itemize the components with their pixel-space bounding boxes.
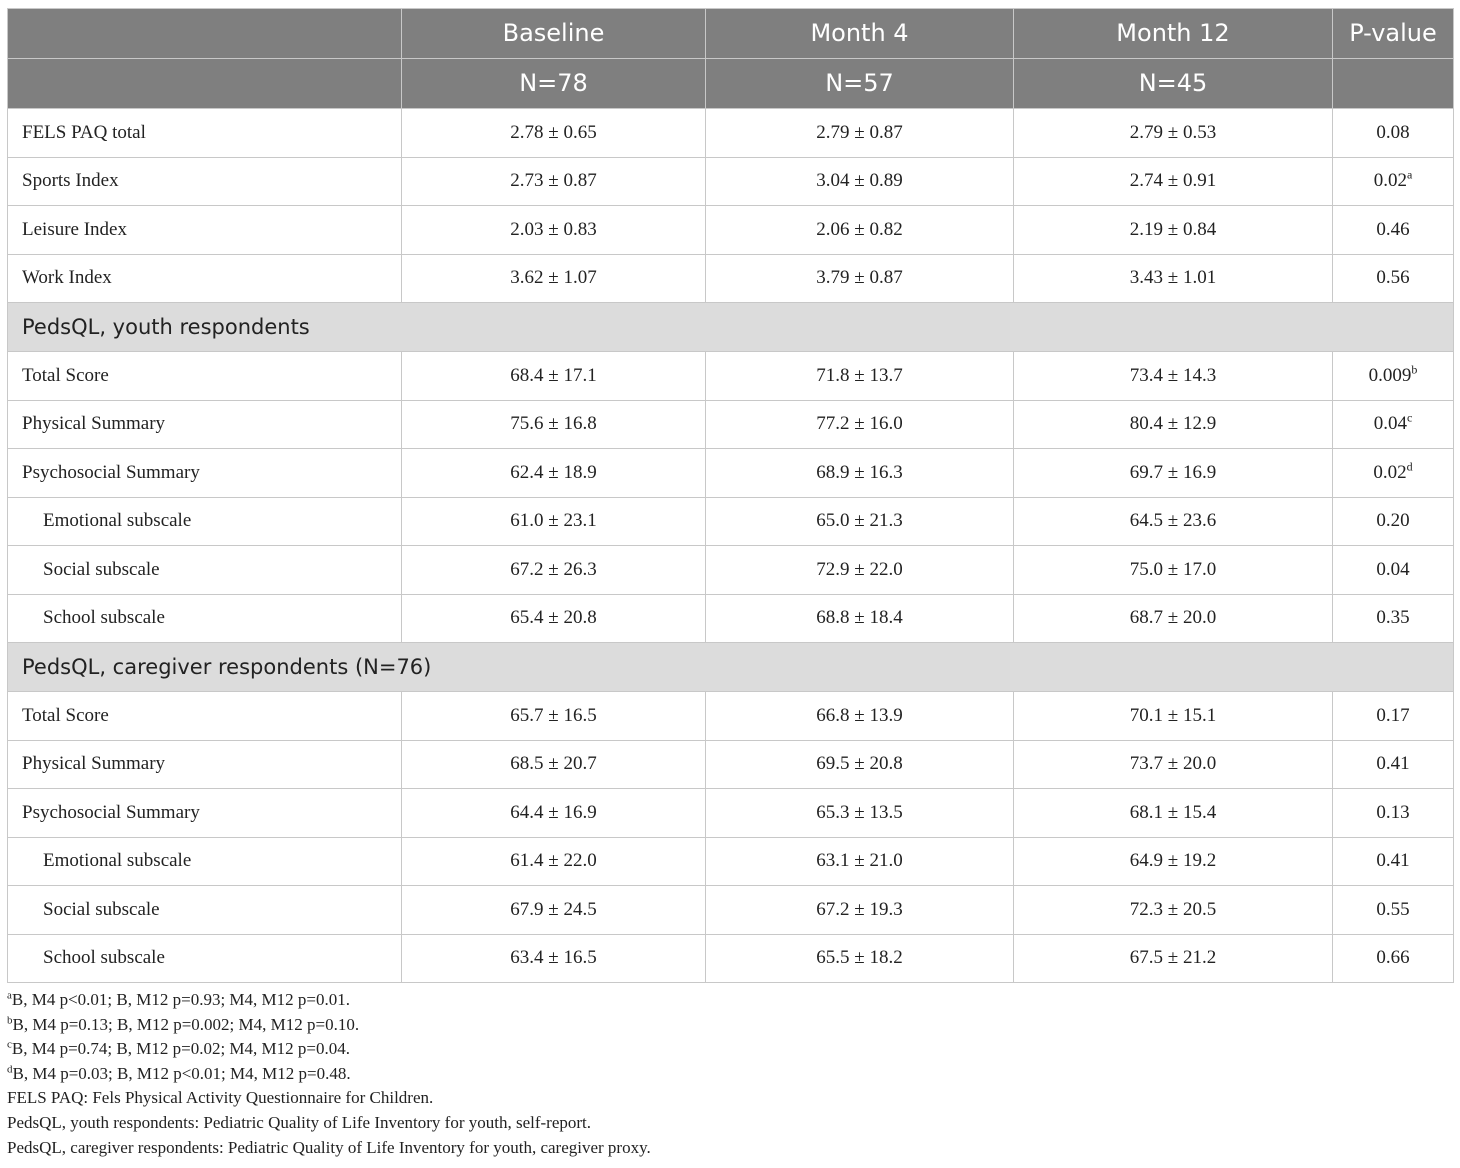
month-4-value: 72.9 ± 22.0 <box>706 546 1014 595</box>
table-row <box>8 254 1454 303</box>
p-value-cell <box>1333 546 1454 595</box>
month-12-value: 72.3 ± 20.5 <box>1014 886 1333 935</box>
p-value-cell <box>1333 934 1454 983</box>
p-value: 0.17 <box>1376 704 1410 726</box>
month-4-value: 3.79 ± 0.87 <box>706 254 1014 303</box>
footnote-line <box>7 1062 1447 1087</box>
month-4-value: 3.04 ± 0.89 <box>706 157 1014 206</box>
row-label: Psychosocial Summary <box>8 789 402 838</box>
p-value: 0.13 <box>1376 801 1410 823</box>
header-month-4: Month 4 <box>706 9 1014 59</box>
table-row <box>8 740 1454 789</box>
p-value-cell <box>1333 449 1454 498</box>
month-12-value: 67.5 ± 21.2 <box>1014 934 1333 983</box>
month-12-value: 73.4 ± 14.3 <box>1014 352 1333 401</box>
month-4-value: 69.5 ± 20.8 <box>706 740 1014 789</box>
baseline-value: 2.78 ± 0.65 <box>402 109 706 158</box>
p-value-footnote-marker: c <box>1406 410 1413 425</box>
section-header-row <box>8 303 1454 352</box>
row-label: Social subscale <box>8 886 402 935</box>
footnote-line <box>7 1111 1447 1136</box>
row-label: Sports Index <box>8 157 402 206</box>
baseline-value: 67.2 ± 26.3 <box>402 546 706 595</box>
row-label: FELS PAQ total <box>8 109 402 158</box>
n-baseline: N=78 <box>402 59 706 109</box>
footnote-marker: c <box>7 1038 12 1051</box>
footnote-line <box>7 1037 1447 1062</box>
table-row <box>8 837 1454 886</box>
table-row <box>8 352 1454 401</box>
baseline-value: 63.4 ± 16.5 <box>402 934 706 983</box>
table-row <box>8 157 1454 206</box>
p-value-cell <box>1333 157 1454 206</box>
row-label: School subscale <box>8 594 402 643</box>
table-row <box>8 934 1454 983</box>
p-value-cell <box>1333 594 1454 643</box>
header-month-12: Month 12 <box>1014 9 1333 59</box>
footnote-text: B, M4 p=0.13; B, M12 p=0.002; M4, M12 p=0.10. <box>12 1014 360 1034</box>
month-12-value: 68.7 ± 20.0 <box>1014 594 1333 643</box>
row-label: Leisure Index <box>8 206 402 255</box>
n-month-12: N=45 <box>1014 59 1333 109</box>
month-12-value: 64.9 ± 19.2 <box>1014 837 1333 886</box>
header-row <box>8 9 1454 59</box>
p-value: 0.02 <box>1373 170 1407 192</box>
month-4-value: 2.06 ± 0.82 <box>706 206 1014 255</box>
p-value: 0.41 <box>1376 850 1410 872</box>
n-p-value <box>1333 59 1454 109</box>
month-4-value: 65.0 ± 21.3 <box>706 497 1014 546</box>
month-12-value: 2.19 ± 0.84 <box>1014 206 1333 255</box>
footnote-text: FELS PAQ: Fels Physical Activity Questionnaire for Children. <box>7 1088 434 1108</box>
baseline-value: 65.4 ± 20.8 <box>402 594 706 643</box>
p-value: 0.08 <box>1376 121 1410 143</box>
baseline-value: 68.4 ± 17.1 <box>402 352 706 401</box>
footnote-marker: b <box>7 1013 13 1026</box>
month-12-value: 2.79 ± 0.53 <box>1014 109 1333 158</box>
baseline-value: 2.73 ± 0.87 <box>402 157 706 206</box>
p-value-cell <box>1333 497 1454 546</box>
p-value-cell <box>1333 886 1454 935</box>
baseline-value: 65.7 ± 16.5 <box>402 692 706 741</box>
table-row <box>8 594 1454 643</box>
p-value-cell <box>1333 254 1454 303</box>
table-row <box>8 886 1454 935</box>
baseline-value: 3.62 ± 1.07 <box>402 254 706 303</box>
table-row <box>8 449 1454 498</box>
month-12-value: 69.7 ± 16.9 <box>1014 449 1333 498</box>
footnote-line <box>7 1086 1447 1111</box>
baseline-value: 2.03 ± 0.83 <box>402 206 706 255</box>
table-row <box>8 789 1454 838</box>
p-value-cell <box>1333 352 1454 401</box>
p-value-footnote-marker: d <box>1406 459 1413 474</box>
month-4-value: 63.1 ± 21.0 <box>706 837 1014 886</box>
p-value: 0.35 <box>1376 607 1410 629</box>
p-value: 0.56 <box>1376 267 1410 289</box>
p-value-cell <box>1333 109 1454 158</box>
footnote-text: B, M4 p=0.74; B, M12 p=0.02; M4, M12 p=0.04. <box>11 1039 350 1059</box>
month-4-value: 65.3 ± 13.5 <box>706 789 1014 838</box>
p-value-cell <box>1333 837 1454 886</box>
header-n-row <box>8 59 1454 109</box>
footnote-marker: d <box>7 1063 13 1076</box>
p-value-cell <box>1333 400 1454 449</box>
row-label: Physical Summary <box>8 400 402 449</box>
month-12-value: 2.74 ± 0.91 <box>1014 157 1333 206</box>
month-12-value: 73.7 ± 20.0 <box>1014 740 1333 789</box>
row-label: Emotional subscale <box>8 497 402 546</box>
month-4-value: 68.8 ± 18.4 <box>706 594 1014 643</box>
p-value-cell <box>1333 740 1454 789</box>
month-4-value: 67.2 ± 19.3 <box>706 886 1014 935</box>
baseline-value: 67.9 ± 24.5 <box>402 886 706 935</box>
month-4-value: 2.79 ± 0.87 <box>706 109 1014 158</box>
p-value: 0.46 <box>1376 218 1410 240</box>
section-title: PedsQL, caregiver respondents (N=76) <box>8 643 1454 692</box>
table-body <box>8 109 1454 983</box>
n-blank <box>8 59 402 109</box>
table-row <box>8 546 1454 595</box>
p-value-cell <box>1333 692 1454 741</box>
table-row <box>8 497 1454 546</box>
month-4-value: 77.2 ± 16.0 <box>706 400 1014 449</box>
footnote-text: PedsQL, caregiver respondents: Pediatric Quality of Life Inventory for youth, caregiver proxy. <box>7 1137 651 1157</box>
footnote-text: B, M4 p<0.01; B, M12 p=0.93; M4, M12 p=0.01. <box>11 990 350 1009</box>
p-value: 0.55 <box>1376 898 1410 920</box>
month-12-value: 3.43 ± 1.01 <box>1014 254 1333 303</box>
baseline-value: 61.4 ± 22.0 <box>402 837 706 886</box>
row-label: Psychosocial Summary <box>8 449 402 498</box>
row-label: Work Index <box>8 254 402 303</box>
footnote-marker: a <box>7 989 12 1002</box>
row-label: Total Score <box>8 692 402 741</box>
month-12-value: 68.1 ± 15.4 <box>1014 789 1333 838</box>
footnote-line <box>7 1013 1447 1038</box>
month-12-value: 75.0 ± 17.0 <box>1014 546 1333 595</box>
section-title: PedsQL, youth respondents <box>8 303 1454 352</box>
header-blank <box>8 9 402 59</box>
results-table <box>7 8 1454 983</box>
baseline-value: 64.4 ± 16.9 <box>402 789 706 838</box>
month-12-value: 80.4 ± 12.9 <box>1014 400 1333 449</box>
footnotes <box>7 988 1447 1160</box>
row-label: Social subscale <box>8 546 402 595</box>
p-value: 0.04 <box>1376 558 1410 580</box>
row-label: Physical Summary <box>8 740 402 789</box>
p-value: 0.04 <box>1373 413 1407 435</box>
month-4-value: 68.9 ± 16.3 <box>706 449 1014 498</box>
month-12-value: 64.5 ± 23.6 <box>1014 497 1333 546</box>
month-4-value: 65.5 ± 18.2 <box>706 934 1014 983</box>
baseline-value: 62.4 ± 18.9 <box>402 449 706 498</box>
p-value: 0.66 <box>1376 947 1410 969</box>
row-label: School subscale <box>8 934 402 983</box>
month-12-value: 70.1 ± 15.1 <box>1014 692 1333 741</box>
footnote-line <box>7 988 1447 1013</box>
table-row <box>8 400 1454 449</box>
table-row <box>8 206 1454 255</box>
baseline-value: 75.6 ± 16.8 <box>402 400 706 449</box>
baseline-value: 61.0 ± 23.1 <box>402 497 706 546</box>
row-label: Total Score <box>8 352 402 401</box>
footnote-line <box>7 1136 1447 1161</box>
header-p-value: P-value <box>1333 9 1454 59</box>
p-value-cell <box>1333 789 1454 838</box>
p-value: 0.009 <box>1368 364 1412 386</box>
row-label: Emotional subscale <box>8 837 402 886</box>
footnote-text: B, M4 p=0.03; B, M12 p<0.01; M4, M12 p=0.48. <box>12 1063 351 1083</box>
month-4-value: 66.8 ± 13.9 <box>706 692 1014 741</box>
table-row <box>8 692 1454 741</box>
section-header-row <box>8 643 1454 692</box>
n-month-4: N=57 <box>706 59 1014 109</box>
p-value: 0.20 <box>1376 510 1410 532</box>
baseline-value: 68.5 ± 20.7 <box>402 740 706 789</box>
footnote-text: PedsQL, youth respondents: Pediatric Quality of Life Inventory for youth, self-report. <box>7 1112 592 1132</box>
p-value-footnote-marker: a <box>1406 167 1413 182</box>
table-row <box>8 109 1454 158</box>
p-value-cell <box>1333 206 1454 255</box>
month-4-value: 71.8 ± 13.7 <box>706 352 1014 401</box>
header-baseline: Baseline <box>402 9 706 59</box>
p-value: 0.41 <box>1376 753 1410 775</box>
p-value-footnote-marker: b <box>1411 362 1418 377</box>
p-value: 0.02 <box>1373 461 1407 483</box>
